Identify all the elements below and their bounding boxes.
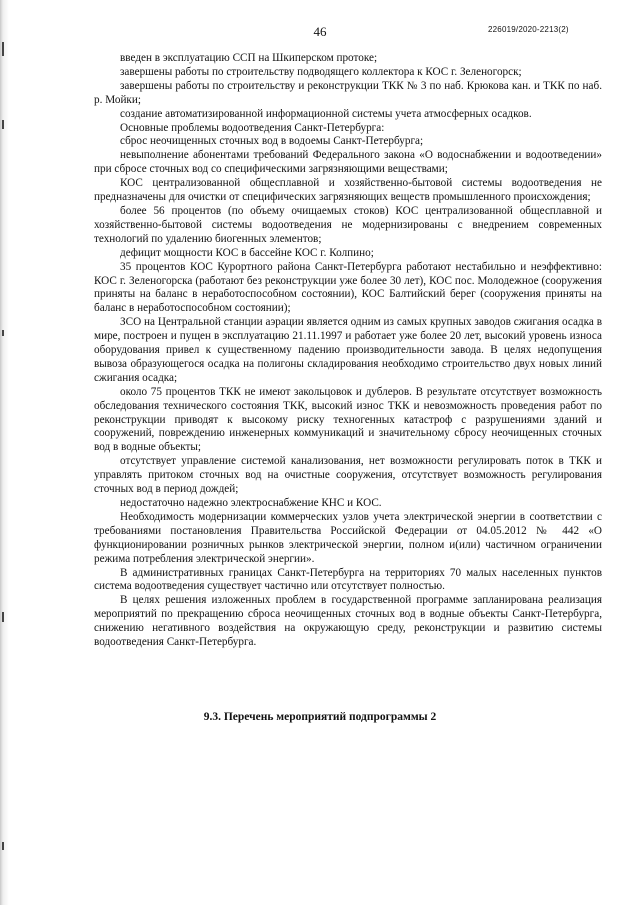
page-number: 46 — [313, 24, 327, 39]
scan-mark — [2, 42, 4, 56]
paragraph: Основные проблемы водоотведения Санкт-Петербурга: — [120, 121, 385, 134]
paragraph: завершены работы по строительству подводящего коллектора к КОС г. Зеленогорск; — [120, 65, 522, 78]
paragraph: дефицит мощности КОС в бассейне КОС г. Колпино; — [120, 246, 374, 259]
scan-mark — [2, 612, 4, 622]
paragraph: КОС централизованной общесплавной и хозяйственно-бытовой системы водоотведения не предназначены для очистки от специфических загрязняющих веществ промышленного происхождения; — [94, 177, 602, 204]
paragraph: ЗСО на Центральной станции аэрации является одним из самых крупных заводов сжигания осадка в мире, построен и пущен в эксплуатацию 21.11.1997 и работает уже более 20 лет, высокий уровень износа оборудования привел к существенному падению производительности завода. В целях недопущения вывоза образующегося осадка на полигоны складирования необходимо строительство двух новых линий сжигания осадка; — [94, 316, 602, 384]
paragraph: недостаточно надежно электроснабжение КНС и КОС. — [120, 497, 382, 509]
paragraph: более 56 процентов (по объему очищаемых стоков) КОС централизованной общесплавной и хозяйственно-бытовой системы водоотведения не модернизированы с внедрением современных технологий по удалению биогенных элементов; — [94, 204, 602, 245]
paragraph: сброс неочищенных сточных вод в водоемы Санкт-Петербурга; — [120, 135, 424, 148]
scan-mark — [2, 330, 4, 336]
paragraph: В целях решения изложенных проблем в государственной программе запланирована реализация мероприятий по прекращению сброса неочищенных сточных вод в водные объекты Санкт-Петербурга, снижению негативного воздействия на окружающую среду, реконструкции и развитию системы водоотведения Санкт-Петербурга. — [94, 594, 602, 649]
paragraph: Необходимость модернизации коммерческих узлов учета электрической энергии в соответствии с требованиями постановления Правительства Российской Федерации от 04.05.2012 № 442 «О функционировании розничных рынков электрической энергии, полном и(или) частичном ограничении режима потребления электрической энергии». — [94, 510, 602, 565]
paragraph: В административных границах Санкт-Петербурга на территориях 70 малых населенных пунктов система водоотведения существует частично или отсутствует полностью. — [94, 566, 602, 593]
scan-edge-shadow — [0, 0, 9, 905]
document-body — [94, 52, 602, 650]
paragraph: около 75 процентов ТКК не имеют закольцовок и дублеров. В результате отсутствует возможность обследования технического состояния ТКК, высокий износ ТКК и невозможность проведения работ по реконструкции приводят к высокому риску техногенных катастроф с разрушениями зданий и сооружений, повреждению инженерных коммуникаций и значительному сбросу неочищенных сточных вод в водные объекты; — [94, 385, 602, 454]
paragraph: введен в эксплуатацию ССП на Шкиперском протоке; — [120, 52, 378, 64]
scan-mark — [2, 120, 4, 129]
paragraph: создание автоматизированной информационной системы учета атмосферных осадков. — [120, 107, 532, 120]
section-heading: 9.3. Перечень мероприятий подпрограммы 2 — [203, 711, 437, 723]
paragraph: завершены работы по строительству и реконструкции ТКК № 3 по наб. Крюкова кан. и ТКК по наб. р. Мойки; — [94, 79, 602, 106]
scan-mark — [2, 842, 4, 850]
paragraph: 35 процентов КОС Курортного района Санкт-Петербурга работают нестабильно и неэффективно: КОС г. Зеленогорска (работают без реконструкции уже более 30 лет), КОС пос. Молодежное (сооружения приняты на баланс в неработоспособном состоянии), КОС Балтийский берег (сооружения приняты на баланс в неработоспособном состоянии); — [94, 260, 602, 315]
paragraph: невыполнение абонентами требований Федерального закона «О водоснабжении и водоотведении» при сбросе сточных вод со специфическими загрязняющими веществами; — [94, 149, 602, 176]
document-registration-code: 226019/2020-2213(2) — [488, 25, 569, 34]
paragraph: отсутствует управление системой канализования, нет возможности регулировать поток в ТКК и управлять притоком сточных вод на очистные сооружения, отсутствует возможность регулирования сточных вод в период дождей; — [94, 455, 602, 496]
